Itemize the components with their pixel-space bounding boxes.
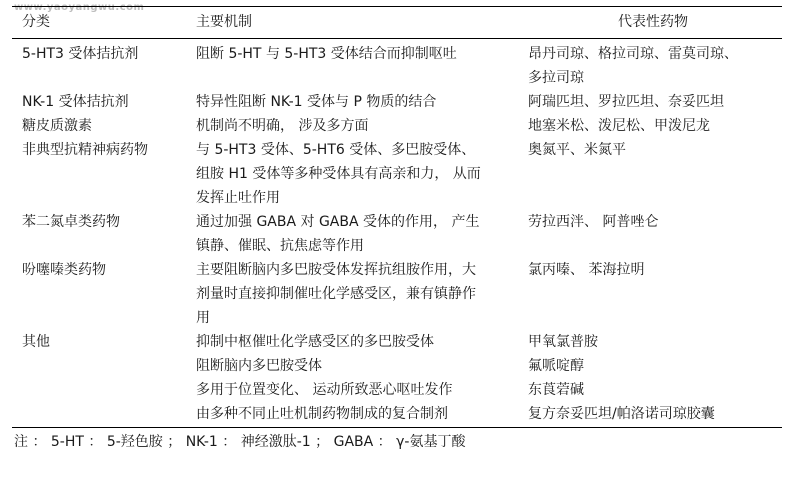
table-row [12, 39, 782, 91]
cell-mechanism [184, 90, 520, 114]
mechanism-line: 组胺 H1 受体等多种受体具有高亲和力， 从而 [196, 166, 481, 182]
drug-line: 奥氮平、米氮平 [528, 142, 626, 158]
drug-line: 氟哌啶醇 [528, 358, 584, 374]
mechanism-line: 镇静、催眠、抗焦虑等作用 [196, 238, 364, 254]
cell-drugs [520, 114, 782, 138]
cell-category: 5-HT3 受体拮抗剂 [22, 46, 139, 62]
footnote: 注 ： 5-HT ： 5-羟色胺 ； NK-1 ： 神经激肽-1 ； GABA ： γ-氨基丁酸 [14, 434, 466, 450]
cell-category: 苯二氮卓类药物 [22, 214, 120, 230]
drug-line: 复方奈妥匹坦/帕洛诺司琼胶囊 [528, 406, 715, 422]
drug-line: 氯丙嗪、 苯海拉明 [528, 262, 645, 278]
table-row [12, 138, 782, 210]
cell-category: 糖皮质激素 [22, 118, 92, 134]
cell-mechanism [184, 258, 520, 330]
mechanism-line: 机制尚不明确， 涉及多方面 [196, 118, 369, 134]
mechanism-line: 由多种不同止吐机制药物制成的复合制剂 [196, 406, 448, 422]
drug-line: 东莨菪碱 [528, 382, 584, 398]
antiemetic-drug-table [12, 6, 782, 428]
mechanism-line: 发挥止吐作用 [196, 190, 280, 206]
table-row [12, 258, 782, 330]
header-drugs: 代表性药物 [520, 7, 782, 39]
drug-line: 多拉司琼 [528, 70, 584, 86]
table-row [12, 114, 782, 138]
mechanism-line: 与 5-HT3 受体、5-HT6 受体、多巴胺受体、 [196, 142, 476, 158]
cell-mechanism [184, 114, 520, 138]
drug-line: 甲氧氯普胺 [528, 334, 598, 350]
cell-category: 其他 [12, 330, 184, 428]
mechanism-line: 主要阻断脑内多巴胺受体发挥抗组胺作用，大 [196, 262, 476, 278]
cell-category: 吩噻嗪类药物 [22, 262, 106, 278]
mechanism-line: 阻断脑内多巴胺受体 [196, 358, 322, 374]
cell-drugs [520, 330, 782, 428]
cell-mechanism [184, 210, 520, 258]
mechanism-line: 用 [196, 310, 210, 326]
table-row [12, 210, 782, 258]
cell-mechanism [184, 330, 520, 428]
drug-line: 劳拉西泮、 阿普唑仑 [528, 214, 659, 230]
mechanism-line: 抑制中枢催吐化学感受区的多巴胺受体 [196, 334, 434, 350]
table-row [12, 330, 782, 428]
mechanism-line: 通过加强 GABA 对 GABA 受体的作用， 产生 [196, 214, 480, 230]
cell-drugs [520, 138, 782, 210]
mechanism-line: 阻断 5-HT 与 5-HT3 受体结合而抑制呕吐 [196, 46, 457, 62]
cell-drugs [520, 258, 782, 330]
cell-drugs [520, 90, 782, 114]
mechanism-line: 多用于位置变化、 运动所致恶心呕吐发作 [196, 382, 453, 398]
cell-category: NK-1 受体拮抗剂 [22, 94, 129, 110]
cell-mechanism [184, 138, 520, 210]
cell-drugs [520, 210, 782, 258]
mechanism-line: 特异性阻断 NK-1 受体与 P 物质的结合 [196, 94, 437, 110]
header-mechanism: 主要机制 [184, 7, 520, 39]
table-row [12, 90, 782, 114]
cell-mechanism [184, 39, 520, 91]
drug-line: 地塞米松、泼尼松、甲泼尼龙 [528, 118, 710, 134]
header-category: 分类 [12, 7, 184, 39]
mechanism-line: 剂量时直接抑制催吐化学感受区，兼有镇静作 [196, 286, 476, 302]
drug-line: 昂丹司琼、格拉司琼、雷莫司琼、 [528, 46, 738, 62]
drug-table-document [12, 6, 782, 453]
watermark: www.yaoyangwu.com [14, 2, 145, 13]
table-header-row [12, 7, 782, 39]
cell-drugs [520, 39, 782, 91]
drug-line: 阿瑞匹坦、罗拉匹坦、奈妥匹坦 [528, 94, 724, 110]
cell-category: 非典型抗精神病药物 [22, 142, 148, 158]
